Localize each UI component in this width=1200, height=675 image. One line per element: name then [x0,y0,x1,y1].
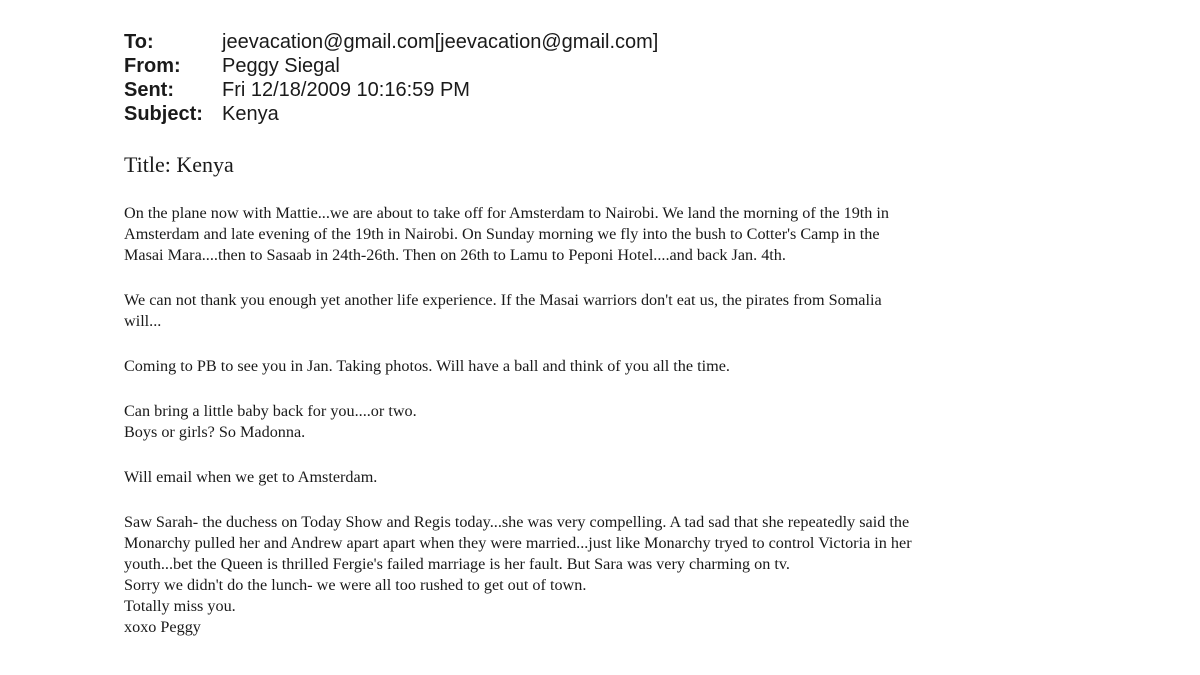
email-header [124,30,658,126]
body-line: Coming to PB to see you in Jan. Taking photos. Will have a ball and think of you all the time. [124,357,730,375]
sent-label: Sent: [124,79,174,101]
body-line: Will email when we get to Amsterdam. [124,468,378,486]
body-line: Totally miss you. [124,597,236,615]
body-line: Monarchy pulled her and Andrew apart apart when they were married...just like Monarchy tryed to control Victoria in her [124,534,912,552]
to-row [124,30,658,54]
body-line: On the plane now with Mattie...we are about to take off for Amsterdam to Nairobi. We land the morning of the 19th in [124,204,890,222]
body-line: Saw Sarah- the duchess on Today Show and Regis today...she was very compelling. A tad sad that she repeatedly said the [124,513,910,531]
from-label: From: [124,55,181,77]
from-value: Peggy Siegal [222,55,340,77]
body-line: will... [124,312,162,330]
body-line: Sorry we didn't do the lunch- we were all too rushed to get out of town. [124,576,587,594]
paragraph-travel-plans [124,203,1124,266]
message-body [124,203,1124,662]
subject-label: Subject: [124,103,203,125]
signature: xoxo Peggy [124,618,201,636]
sent-value: Fri 12/18/2009 10:16:59 PM [222,79,470,101]
paragraph-email [124,467,1124,488]
subject-value: Kenya [222,103,279,125]
paragraph-thanks [124,290,1124,332]
body-line: Can bring a little baby back for you....or two. [124,402,417,420]
from-row [124,54,658,78]
paragraph-baby [124,401,1124,443]
message-title: Title: Kenya [124,152,234,177]
sent-row [124,78,658,102]
subject-row [124,102,658,126]
paragraph-duchess [124,512,1124,638]
body-line: youth...bet the Queen is thrilled Fergie's failed marriage is her fault. But Sara was very charming on tv. [124,555,790,573]
to-value: jeevacation@gmail.com[jeevacation@gmail.com] [222,31,659,53]
to-label: To: [124,31,154,53]
body-line: Amsterdam and late evening of the 19th in Nairobi. On Sunday morning we fly into the bush to Cotter's Camp in the [124,225,880,243]
body-line: Masai Mara....then to Sasaab in 24th-26th. Then on 26th to Lamu to Peponi Hotel....and back Jan. 4th. [124,246,786,264]
body-line: Boys or girls? So Madonna. [124,423,306,441]
paragraph-visit [124,356,1124,377]
body-line: We can not thank you enough yet another life experience. If the Masai warriors don't eat us, the pirates from Somalia [124,291,882,309]
